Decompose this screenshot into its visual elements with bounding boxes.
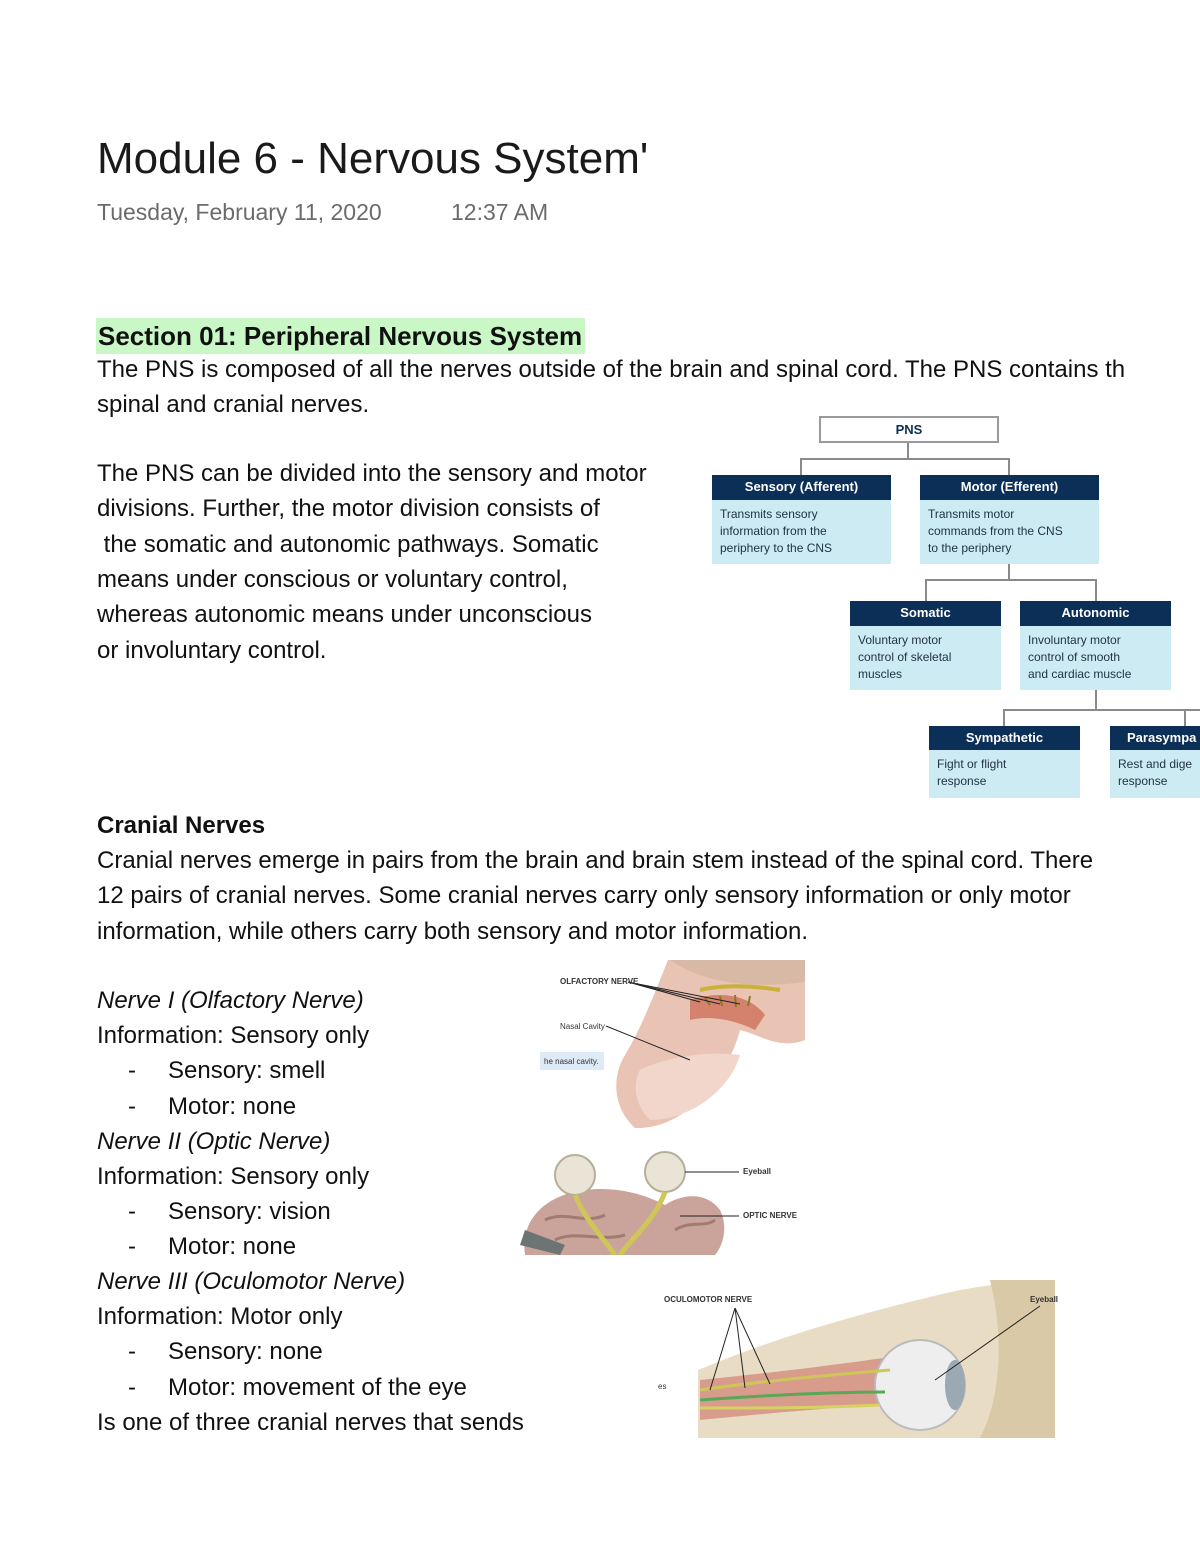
cranial-line: Cranial nerves emerge in pairs from the brain and brain stem instead of the spinal cord. There: [97, 847, 1094, 874]
section-heading: Section 01: Peripheral Nervous System: [96, 318, 585, 354]
flowchart-sympathetic-body: Fight or flight response: [929, 750, 1080, 798]
optic-nerve-illustration: [505, 1150, 815, 1255]
flowchart-sensory-title: Sensory (Afferent): [712, 475, 891, 500]
nerve-name: Nerve I (Olfactory Nerve): [97, 987, 364, 1014]
division-line: the somatic and autonomic pathways. Somatic: [97, 531, 599, 558]
optic-nerve-label: OPTIC NERVE: [743, 1211, 798, 1220]
optic-eyeball-label: Eyeball: [743, 1167, 772, 1176]
flowchart-autonomic-body: Involuntary motor control of smooth and cardiac muscle: [1020, 626, 1171, 690]
olfactory-nerve-illustration: [540, 960, 805, 1130]
trailing-line: Is one of three cranial nerves that sends: [97, 1409, 524, 1436]
olfactory-nerve-label: OLFACTORY NERVE: [560, 977, 639, 986]
note-date: Tuesday, February 11, 2020: [97, 199, 382, 225]
division-line: The PNS can be divided into the sensory and motor: [97, 460, 647, 487]
division-line: divisions. Further, the motor division consists of: [97, 495, 600, 522]
oculomotor-nerve-illustration: [650, 1280, 1059, 1438]
nerve-info: Information: Motor only: [97, 1303, 343, 1330]
cranial-line: 12 pairs of cranial nerves. Some cranial nerves carry only sensory information or only motor: [97, 882, 1071, 909]
division-line: or involuntary control.: [97, 637, 327, 664]
note-time: 12:37 AM: [451, 199, 549, 225]
intro-line: spinal and cranial nerves.: [97, 391, 370, 418]
flowchart-autonomic-title: Autonomic: [1020, 601, 1171, 626]
flowchart-sympathetic-title: Sympathetic: [929, 726, 1080, 750]
nerve-name: Nerve II (Optic Nerve): [97, 1128, 331, 1155]
nerve-name: Nerve III (Oculomotor Nerve): [97, 1268, 406, 1295]
flowchart-somatic-title: Somatic: [850, 601, 1001, 626]
division-line: means under conscious or voluntary control,: [97, 566, 568, 593]
flowchart-sensory-body: Transmits sensory information from the periphery to the CNS: [712, 500, 891, 564]
division-line: whereas autonomic means under unconscious: [97, 601, 592, 628]
cranial-heading: Cranial Nerves: [97, 812, 266, 839]
flowchart-somatic-body: Voluntary motor control of skeletal muscles: [850, 626, 1001, 690]
oculomotor-es-fragment: es: [658, 1382, 667, 1391]
cranial-line: information, while others carry both sensory and motor information.: [97, 918, 808, 945]
nasal-cavity-label: Nasal Cavity: [560, 1022, 605, 1031]
flowchart-motor-body: Transmits motor commands from the CNS to the periphery: [920, 500, 1099, 564]
oculomotor-nerve-label: OCULOMOTOR NERVE: [664, 1295, 753, 1304]
flowchart-parasympathetic-body: Rest and dige response: [1110, 750, 1200, 798]
nerve-info: Information: Sensory only: [97, 1022, 370, 1049]
flowchart-motor-title: Motor (Efferent): [920, 475, 1099, 500]
nerve-info: Information: Sensory only: [97, 1163, 370, 1190]
flowchart-parasympathetic-title: Parasympa: [1110, 726, 1200, 750]
flowchart-root-pns: PNS: [819, 416, 999, 443]
page-title: Module 6 - Nervous System': [97, 134, 649, 183]
oculomotor-eyeball-label: Eyeball: [1030, 1295, 1059, 1304]
intro-line: The PNS is composed of all the nerves outside of the brain and spinal cord. The PNS contains th: [97, 356, 1126, 383]
nasal-cavity-caption: he nasal cavity.: [544, 1057, 599, 1066]
